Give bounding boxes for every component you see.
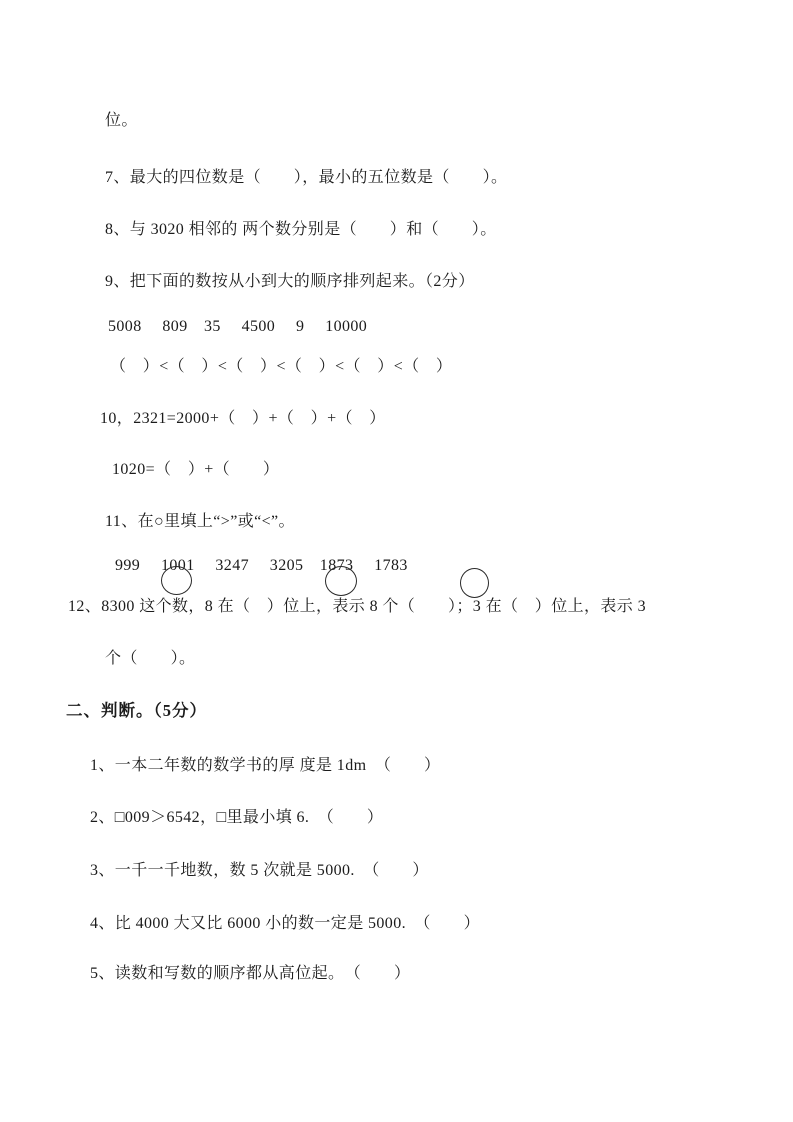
question-10-line1: 10，2321=2000+（ ）+（ ）+（ ） bbox=[100, 410, 386, 427]
judge-item-1: 1、一本二年数的数学书的厚 度是 1dm （ ） bbox=[90, 757, 441, 774]
question-9-numbers: 5008 809 35 4500 9 10000 bbox=[108, 318, 368, 335]
judge-item-2: 2、□009＞6542，□里最小填 6. （ ） bbox=[90, 809, 384, 826]
comparison-circle-3 bbox=[460, 568, 489, 598]
question-9: 9、把下面的数按从小到大的顺序排列起来。（2分） bbox=[105, 273, 475, 290]
question-7: 7、最大的四位数是（ ），最小的五位数是（ ）。 bbox=[105, 169, 508, 186]
question-11-numbers: 999 1001 3247 3205 1873 1783 bbox=[115, 557, 408, 574]
question-11: 11、在○里填上“>”或“<”。 bbox=[105, 513, 295, 530]
continued-text-line: 位。 bbox=[105, 112, 138, 129]
section-2-heading: 二、判断。（5分） bbox=[66, 701, 207, 720]
judge-item-3: 3、一千一千地数，数 5 次就是 5000. （ ） bbox=[90, 862, 429, 879]
judge-item-4: 4、比 4000 大又比 6000 小的数一定是 5000. （ ） bbox=[90, 915, 481, 932]
question-12-line2: 个（ ）。 bbox=[105, 650, 196, 667]
question-8: 8、与 3020 相邻的 两个数分别是（ ）和（ ）。 bbox=[105, 221, 497, 238]
judge-item-5: 5、读数和写数的顺序都从高位起。 （ ） bbox=[90, 965, 411, 982]
comparison-circle-2 bbox=[325, 566, 357, 596]
comparison-circle-1 bbox=[161, 566, 192, 595]
question-10-line2: 1020=（ ）+（ ） bbox=[112, 461, 280, 478]
question-9-ordering-blanks: （ ）<（ ）<（ ）<（ ）<（ ）<（ ） bbox=[110, 358, 453, 375]
question-12-line1: 12、8300 这个数，8 在（ ）位上，表示 8 个（ ）；3 在（ ）位上，表示 3 bbox=[68, 598, 647, 615]
